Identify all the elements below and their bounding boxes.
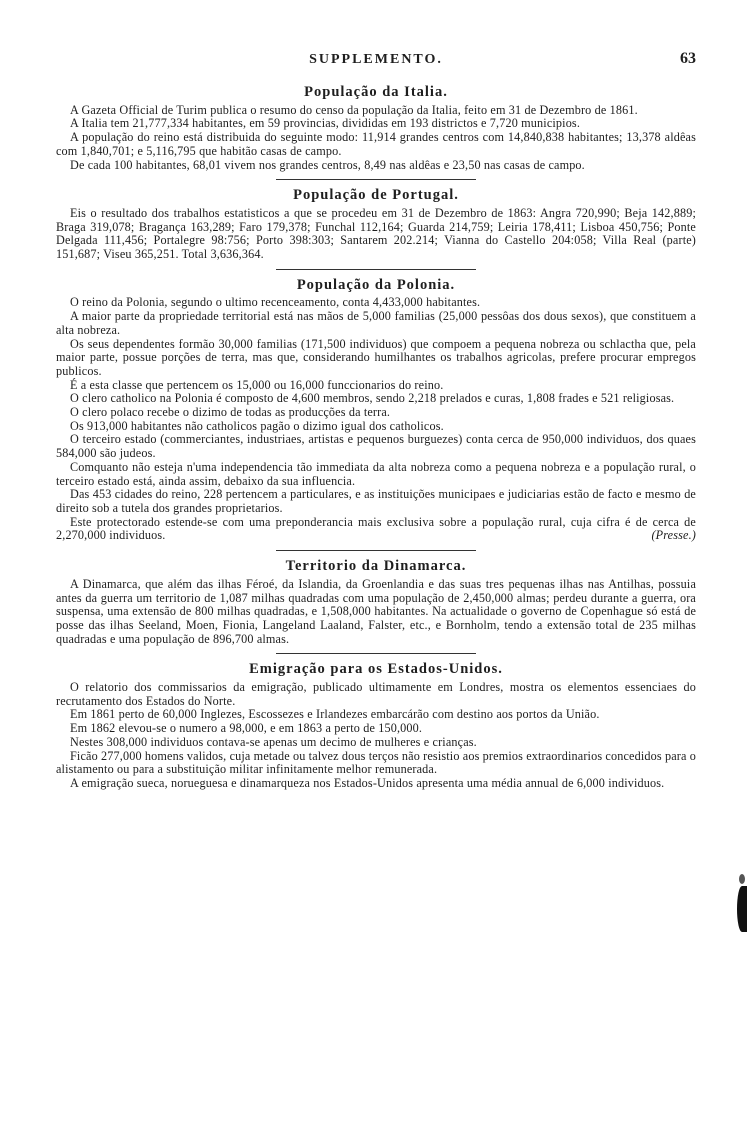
- section-title: Territorio da Dinamarca.: [285, 558, 467, 575]
- section-portugal: [56, 189, 696, 262]
- paragraph: Em 1861 perto de 60,000 Inglezes, Escossezes e Irlandezes embarcárão com destino aos portos da União.: [70, 707, 600, 722]
- paragraph: Das 453 cidades do reino, 228 pertencem a particulares, e as instituições municipaes e judiciarias estão de facto e mesmo de direito sob a tutela dos grandes proprietarios.: [56, 487, 696, 515]
- page-header: [56, 52, 696, 74]
- paragraph: A maior parte da propriedade territorial está nas mãos de 5,000 familias (25,000 pessôas dos dous sexos), que constituem a alta nobreza.: [56, 309, 696, 337]
- paragraph: Eis o resultado dos trabalhos estatisticos a que se procedeu em 31 de Dezembro de 1863: Angra 720,990; Beja 142,889; Braga 319,078; Bragança 163,289; Faro 179,378; Funchal 112,164; Guarda 214,759; Leiria 178,411; Lisboa 450,756; Ponte Delgada 111,456; Portalegre 98:756; Porto 398:303; Santarem 202.214; Vianna do Castello 204:058; Villa Real (parte) 151,687; Viseu 365,251. Total 3,636,364.: [56, 205, 696, 262]
- paragraph: A Gazeta Official de Turim publica o resumo do censo da população da Italia, feito em 31 de Dezembro de 1861.: [70, 102, 638, 117]
- paragraph: Nestes 308,000 individuos contava-se apenas um decimo de mulheres e crianças.: [70, 734, 477, 749]
- paragraph: O reino da Polonia, segundo o ultimo recenceamento, conta 4,433,000 habitantes.: [70, 295, 481, 310]
- paragraph: Ficão 277,000 homens validos, cuja metade ou talvez dous terços não resistio aos premios extraordinarios concedidos para o alistamento ou para a substituição militar infinitamente melhor remunerada.: [56, 748, 696, 777]
- section-dinamarca: [56, 560, 696, 646]
- paragraph: O clero polaco recebe o dizimo de todas as producções da terra.: [70, 405, 391, 420]
- paragraph: [56, 516, 696, 543]
- page-number: 63: [680, 50, 696, 67]
- paragraph: O relatorio dos commissarios da emigração, publicado ultimamente em Londres, mostra os elementos essenciaes do recrutamento dos Estados do Norte.: [56, 680, 696, 708]
- section-title: População da Italia.: [304, 84, 448, 100]
- page-content: [56, 84, 696, 791]
- paragraph: Em 1862 elevou-se o numero a 98,000, e em 1863 a perto de 150,000.: [70, 721, 423, 736]
- section-italia: [56, 86, 696, 172]
- paragraph: A emigração sueca, norueguesa e dinamarqueza nos Estados-Unidos apresenta uma média annual de 6,000 individuos.: [70, 775, 665, 790]
- paragraph: O terceiro estado (commerciantes, industriaes, artistas e pequenos burguezes) conta cerca de 950,000 individuos, dos quaes 584,000 são judeos.: [56, 432, 696, 461]
- paragraph-text: Este protectorado estende-se com uma preponderancia mais exclusiva sobre a população rural, cuja cifra é de cerca de 2,270,000 individuos.: [56, 514, 696, 543]
- section-divider: [276, 653, 476, 654]
- paragraph: Comquanto não esteja n'uma independencia tão immediata da alta nobreza como a pequena nobreza e a população rural, o terceiro estado está, ainda assim, debaixo da sua influencia.: [56, 459, 696, 488]
- source-citation: (Presse.): [651, 528, 696, 543]
- paragraph: Os 913,000 habitantes não catholicos pagão o dizimo igual dos catholicos.: [70, 418, 444, 433]
- ink-blot: [737, 886, 747, 932]
- section-divider: [276, 550, 476, 551]
- section-divider: [276, 269, 476, 270]
- paragraph: A população do reino está distribuida do seguinte modo: 11,914 grandes centros com 14,840,838 habitantes; 13,378 aldêas com 1,840,701; e 5,116,795 que habitão casas de campo.: [56, 130, 696, 158]
- paragraph: Os seus dependentes formão 30,000 familias (171,500 individuos) que compoem a pequena nobreza ou schlactha que, pela maior parte, possue porções de terra, mas que, considerando humilhantes os trabalhos agricolas, prefere procurar empregos publicos.: [56, 336, 696, 378]
- section-emigracao: [56, 663, 696, 790]
- running-title: SUPPLEMENTO.: [309, 52, 443, 67]
- section-polonia: [56, 276, 696, 543]
- paragraph: De cada 100 habitantes, 68,01 vivem nos grandes centros, 8,49 nas aldêas e 23,50 nas casas de campo.: [70, 157, 585, 172]
- paragraph: A Italia tem 21,777,334 habitantes, em 59 provincias, divididas em 193 districtos e 7,720 municipios.: [70, 116, 581, 131]
- section-title: Emigração para os Estados-Unidos.: [249, 661, 503, 678]
- ink-speck: [739, 874, 745, 884]
- section-divider: [276, 179, 476, 180]
- section-title: População de Portugal.: [293, 187, 459, 204]
- section-title: População da Polonia.: [296, 276, 456, 293]
- paragraph: É a esta classe que pertencem os 15,000 ou 16,000 funccionarios do reino.: [70, 377, 444, 392]
- paragraph: O clero catholico na Polonia é composto de 4,600 membros, sendo 2,218 prelados e curas, 1,808 frades e 521 religiosas.: [70, 391, 675, 406]
- paragraph: A Dinamarca, que além das ilhas Féroé, da Islandia, da Groenlandia e das suas tres pequenas ilhas nas Antilhas, possuia antes da guerra um territorio de 1,087 milhas quadradas com uma população de 2,450,000 almas; perdeu durante a guerra, ora suspensa, uma extensão de 800 milhas quadradas, e 1,508,000 habitantes. Na actualidade o governo de Copenhague só está de posse das ilhas Seeland, Moen, Fionia, Langeland Laaland, Falster, etc., e Bornholm, tendo a extensão total de 235 milhas quadradas e uma população de 896,700 almas.: [56, 576, 696, 646]
